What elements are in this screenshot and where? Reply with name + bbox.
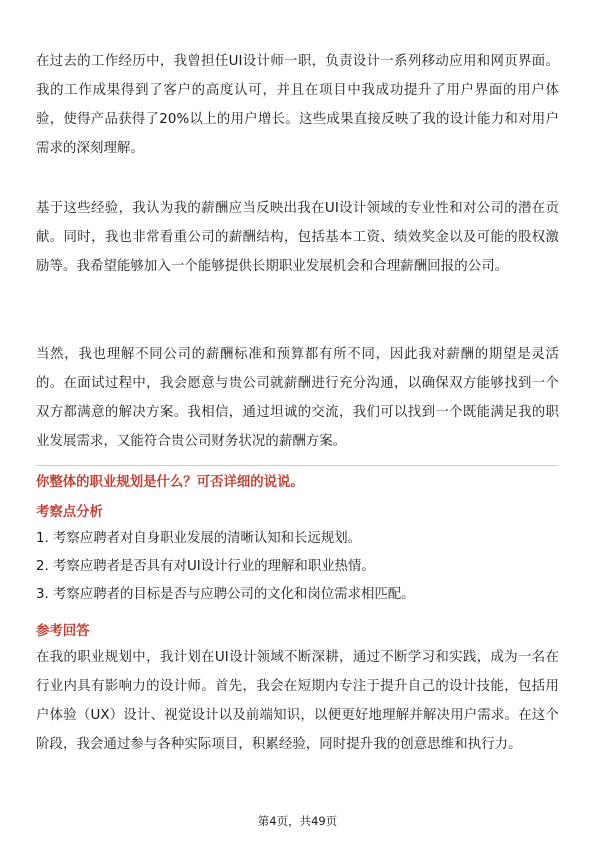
analysis-heading: 考察点分析 [36, 505, 103, 520]
paragraph-work-experience: 在过去的工作经历中，我曾担任UI设计师一职，负责设计一系列移动应用和网页界面。我的工作成果得到了客户的高度认可，并且在项目中我成功提升了用户界面的用户体验，使得产品获得了20%以上的用户增长。这些成果直接反映了我的设计能力和对用户需求的深刻理解。 [36, 54, 559, 156]
page-number: 第4页，共49页 [257, 814, 338, 828]
section-divider [36, 465, 559, 466]
answer-heading: 参考回答 [36, 624, 90, 639]
analysis-item: 2. 考察应聘者是否具有对UI设计行业的理解和职业热情。 [36, 559, 375, 574]
interview-question: 你整体的职业规划是什么？可否详细的说说。 [36, 475, 304, 490]
document-page [36, 0, 559, 842]
paragraph-salary-flexibility: 当然，我也理解不同公司的薪酬标准和预算都有所不同，因此我对薪酬的期望是灵活的。在面试过程中，我会愿意与贵公司就薪酬进行充分沟通，以确保双方能够找到一个双方都满意的解决方案。我相信，通过坦诚的交流，我们可以找到一个既能满足我的职业发展需求，又能符合贵公司财务状况的薪酬方案。 [36, 347, 559, 449]
paragraph-salary-basis: 基于这些经验，我认为我的薪酬应当反映出我在UI设计领域的专业性和对公司的潜在贡献。同时，我也非常看重公司的薪酬结构，包括基本工资、绩效奖金以及可能的股权激励等。我希望能够加入一个能够提供长期职业发展机会和合理薪酬回报的公司。 [36, 201, 559, 274]
analysis-item: 3. 考察应聘者的目标是否与应聘公司的文化和岗位需求相匹配。 [36, 587, 415, 602]
answer-paragraph: 在我的职业规划中，我计划在UI设计领域不断深耕，通过不断学习和实践，成为一名在行业内具有影响力的设计师。首先，我会在短期内专注于提升自己的设计技能，包括用户体验（UX）设计、视觉设计以及前端知识，以便更好地理解并解决用户需求。在这个阶段，我会通过参与各种实际项目，积累经验，同时提升我的创意思维和执行力。 [36, 650, 559, 752]
analysis-list [36, 525, 559, 609]
analysis-item: 1. 考察应聘者对自身职业发展的清晰认知和长远规划。 [36, 531, 362, 546]
